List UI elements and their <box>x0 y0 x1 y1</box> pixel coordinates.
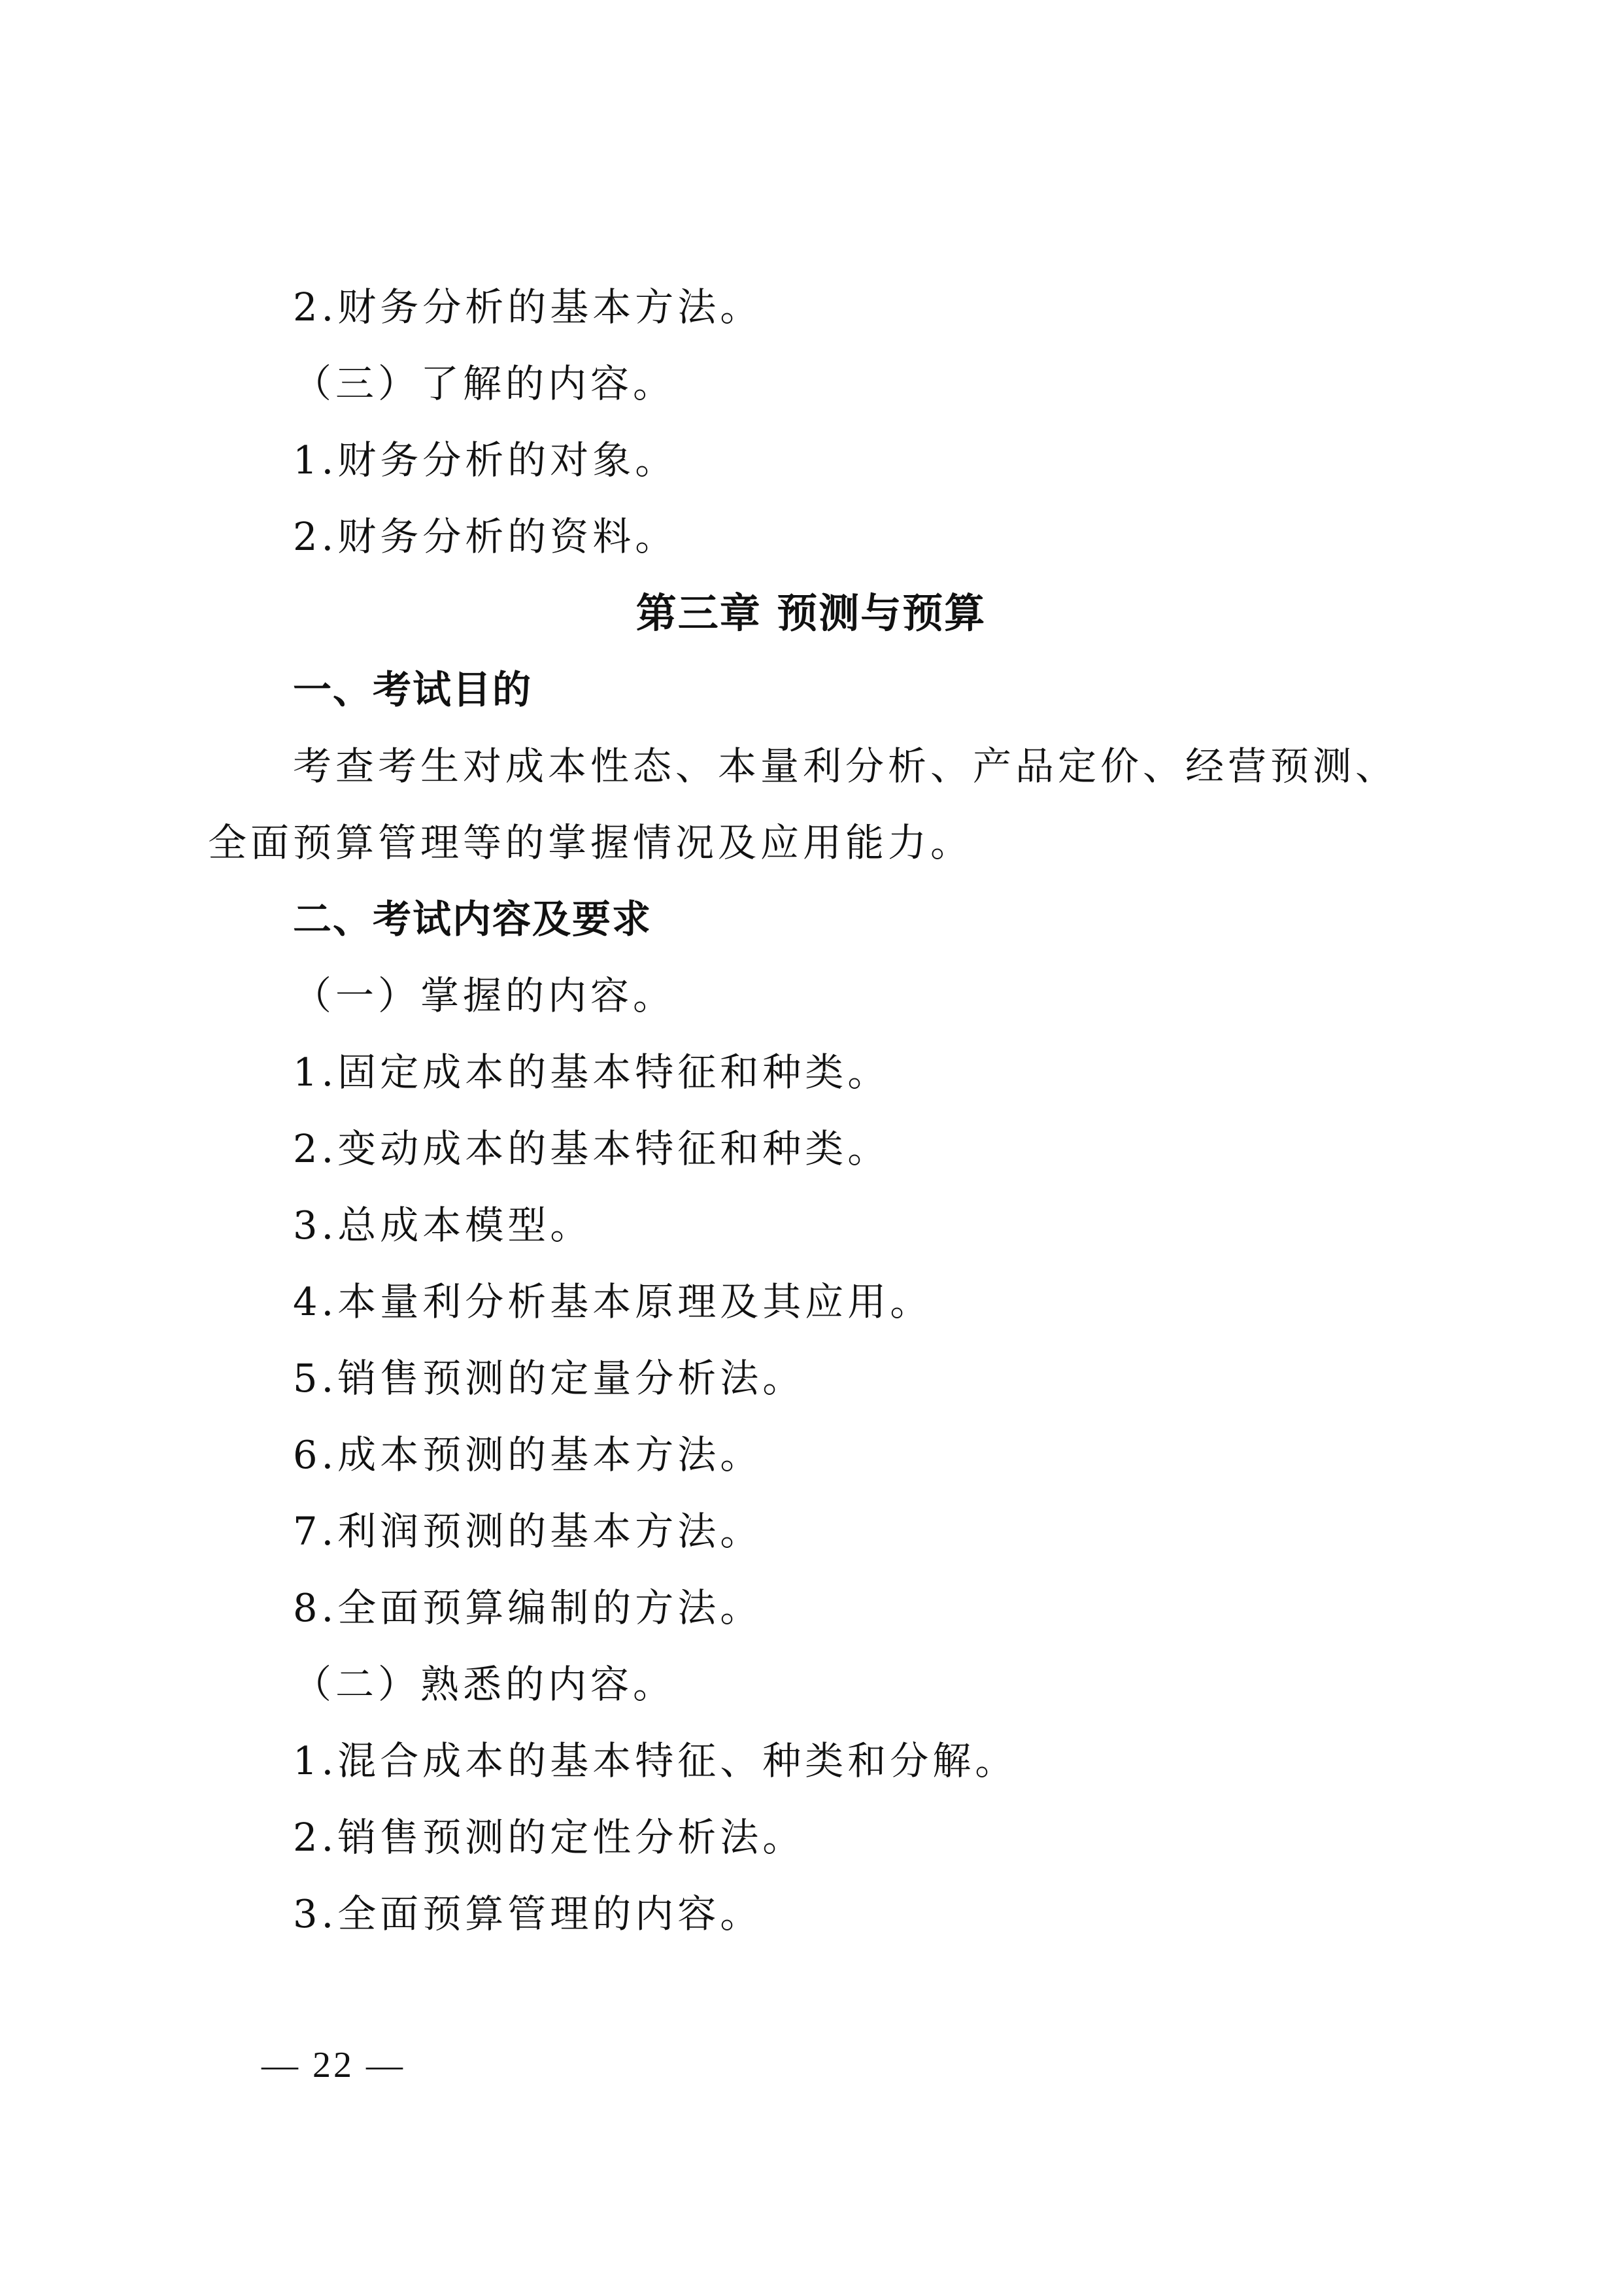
list-item: 2.财务分析的基本方法。 <box>293 284 763 330</box>
list-item: 8.全面预算编制的方法。 <box>293 1585 763 1630</box>
list-item: 2.销售预测的定性分析法。 <box>293 1815 805 1860</box>
list-item: 1.财务分析的对象。 <box>293 437 678 483</box>
list-item: 6.成本预测的基本方法。 <box>293 1432 763 1477</box>
list-item: 7.利润预测的基本方法。 <box>293 1509 763 1554</box>
paragraph-line: 全面预算管理等的掌握情况及应用能力。 <box>208 820 973 865</box>
list-item: 4.本量利分析基本原理及其应用。 <box>293 1279 933 1324</box>
section-heading: 一、考试目的 <box>293 667 533 712</box>
list-item: 5.销售预测的定量分析法。 <box>293 1356 805 1401</box>
list-item: 2.变动成本的基本特征和种类。 <box>293 1126 890 1171</box>
paragraph-line: 考查考生对成本性态、本量利分析、产品定价、经营预测、 <box>293 744 1398 789</box>
list-item: 1.混合成本的基本特征、种类和分解。 <box>293 1738 1018 1783</box>
list-item: 1.固定成本的基本特征和种类。 <box>293 1050 890 1095</box>
subsection-heading: （一）掌握的内容。 <box>293 973 676 1018</box>
list-item: 2.财务分析的资料。 <box>293 514 678 559</box>
page-number: — 22 — <box>262 2045 405 2085</box>
subsection-heading: （二）熟悉的内容。 <box>293 1662 676 1707</box>
list-item: 3.全面预算管理的内容。 <box>293 1891 763 1936</box>
subsection-heading: （三）了解的内容。 <box>293 361 676 406</box>
list-item: 3.总成本模型。 <box>293 1203 593 1248</box>
section-heading: 二、考试内容及要求 <box>293 897 652 942</box>
chapter-title: 第三章 预测与预算 <box>635 589 987 637</box>
